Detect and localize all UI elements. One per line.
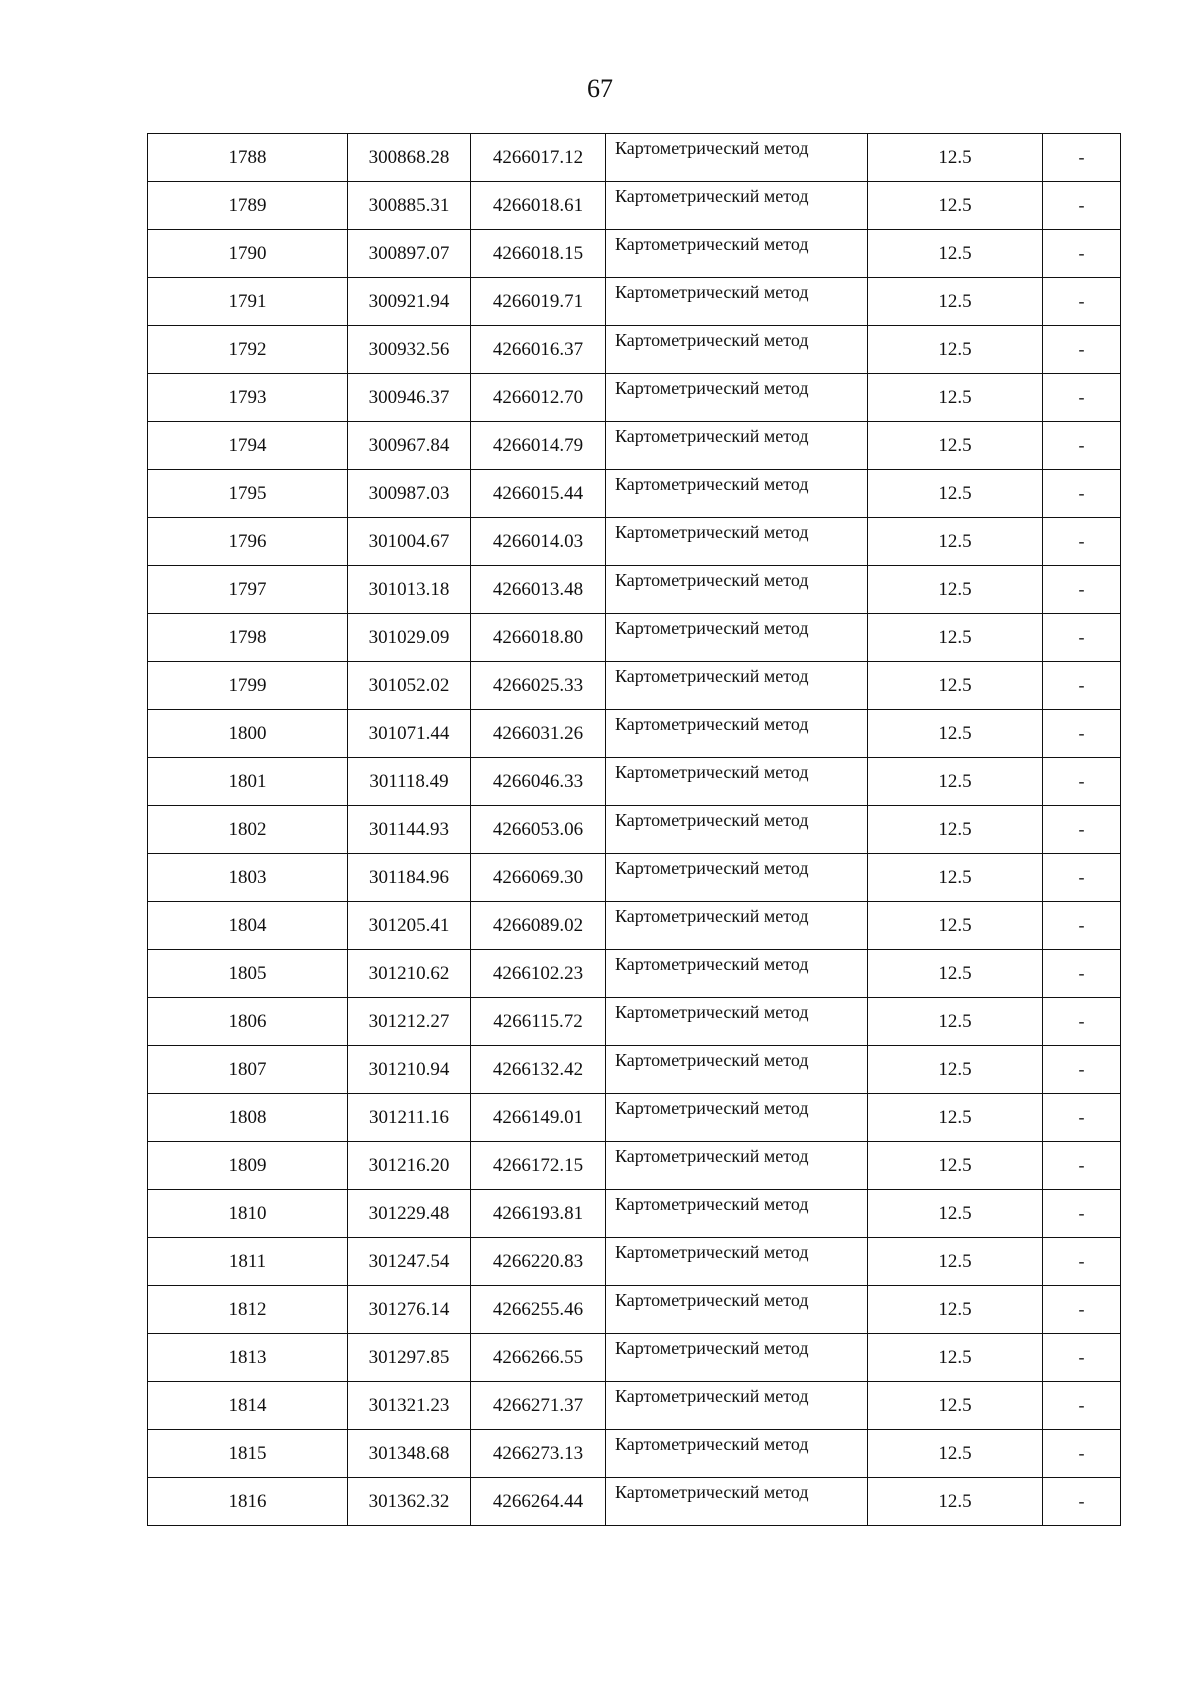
y-coordinate-cell: 4266069.30 (471, 854, 606, 902)
table-row (148, 854, 1121, 902)
x-coordinate-cell: 301118.49 (348, 758, 471, 806)
table-row (148, 134, 1121, 182)
note-cell: - (1043, 614, 1121, 662)
point-number-cell: 1805 (148, 950, 348, 998)
x-coordinate-cell: 301247.54 (348, 1238, 471, 1286)
table-row (148, 998, 1121, 1046)
accuracy-cell: 12.5 (868, 326, 1043, 374)
y-coordinate-cell: 4266255.46 (471, 1286, 606, 1334)
y-coordinate-cell: 4266266.55 (471, 1334, 606, 1382)
method-cell: Картометрический метод (606, 998, 868, 1046)
x-coordinate-cell: 300868.28 (348, 134, 471, 182)
table-row (148, 1094, 1121, 1142)
accuracy-cell: 12.5 (868, 614, 1043, 662)
table-row (148, 470, 1121, 518)
method-cell: Картометрический метод (606, 1334, 868, 1382)
table-row (148, 1478, 1121, 1526)
accuracy-cell: 12.5 (868, 230, 1043, 278)
table-row (148, 1238, 1121, 1286)
accuracy-cell: 12.5 (868, 1094, 1043, 1142)
point-number-cell: 1794 (148, 422, 348, 470)
table-row (148, 1382, 1121, 1430)
method-cell: Картометрический метод (606, 1430, 868, 1478)
method-cell: Картометрический метод (606, 902, 868, 950)
method-cell: Картометрический метод (606, 950, 868, 998)
x-coordinate-cell: 301297.85 (348, 1334, 471, 1382)
point-number-cell: 1793 (148, 374, 348, 422)
point-number-cell: 1803 (148, 854, 348, 902)
x-coordinate-cell: 300987.03 (348, 470, 471, 518)
x-coordinate-cell: 301029.09 (348, 614, 471, 662)
point-number-cell: 1816 (148, 1478, 348, 1526)
point-number-cell: 1791 (148, 278, 348, 326)
x-coordinate-cell: 301348.68 (348, 1430, 471, 1478)
point-number-cell: 1798 (148, 614, 348, 662)
accuracy-cell: 12.5 (868, 1238, 1043, 1286)
method-cell: Картометрический метод (606, 326, 868, 374)
accuracy-cell: 12.5 (868, 1286, 1043, 1334)
note-cell: - (1043, 806, 1121, 854)
x-coordinate-cell: 300967.84 (348, 422, 471, 470)
x-coordinate-cell: 301184.96 (348, 854, 471, 902)
y-coordinate-cell: 4266089.02 (471, 902, 606, 950)
note-cell: - (1043, 1238, 1121, 1286)
method-cell: Картометрический метод (606, 518, 868, 566)
note-cell: - (1043, 662, 1121, 710)
y-coordinate-cell: 4266018.15 (471, 230, 606, 278)
method-cell: Картометрический метод (606, 1190, 868, 1238)
point-number-cell: 1811 (148, 1238, 348, 1286)
page-number: 67 (587, 74, 613, 103)
point-number-cell: 1806 (148, 998, 348, 1046)
y-coordinate-cell: 4266013.48 (471, 566, 606, 614)
note-cell: - (1043, 182, 1121, 230)
table-row (148, 518, 1121, 566)
y-coordinate-cell: 4266115.72 (471, 998, 606, 1046)
x-coordinate-cell: 301276.14 (348, 1286, 471, 1334)
note-cell: - (1043, 518, 1121, 566)
point-number-cell: 1804 (148, 902, 348, 950)
coordinates-table-body (148, 134, 1121, 1526)
table-row (148, 1190, 1121, 1238)
y-coordinate-cell: 4266273.13 (471, 1430, 606, 1478)
note-cell: - (1043, 854, 1121, 902)
x-coordinate-cell: 301004.67 (348, 518, 471, 566)
table-row (148, 1334, 1121, 1382)
note-cell: - (1043, 1286, 1121, 1334)
x-coordinate-cell: 301013.18 (348, 566, 471, 614)
point-number-cell: 1807 (148, 1046, 348, 1094)
method-cell: Картометрический метод (606, 806, 868, 854)
y-coordinate-cell: 4266053.06 (471, 806, 606, 854)
table-row (148, 614, 1121, 662)
method-cell: Картометрический метод (606, 710, 868, 758)
point-number-cell: 1800 (148, 710, 348, 758)
accuracy-cell: 12.5 (868, 470, 1043, 518)
y-coordinate-cell: 4266017.12 (471, 134, 606, 182)
point-number-cell: 1809 (148, 1142, 348, 1190)
accuracy-cell: 12.5 (868, 1478, 1043, 1526)
y-coordinate-cell: 4266271.37 (471, 1382, 606, 1430)
y-coordinate-cell: 4266019.71 (471, 278, 606, 326)
point-number-cell: 1789 (148, 182, 348, 230)
method-cell: Картометрический метод (606, 374, 868, 422)
x-coordinate-cell: 301071.44 (348, 710, 471, 758)
accuracy-cell: 12.5 (868, 854, 1043, 902)
note-cell: - (1043, 1094, 1121, 1142)
y-coordinate-cell: 4266016.37 (471, 326, 606, 374)
accuracy-cell: 12.5 (868, 806, 1043, 854)
note-cell: - (1043, 566, 1121, 614)
point-number-cell: 1810 (148, 1190, 348, 1238)
y-coordinate-cell: 4266046.33 (471, 758, 606, 806)
point-number-cell: 1802 (148, 806, 348, 854)
table-row (148, 950, 1121, 998)
accuracy-cell: 12.5 (868, 182, 1043, 230)
point-number-cell: 1814 (148, 1382, 348, 1430)
method-cell: Картометрический метод (606, 854, 868, 902)
table-row (148, 1046, 1121, 1094)
coordinates-table (147, 133, 1121, 1526)
note-cell: - (1043, 230, 1121, 278)
y-coordinate-cell: 4266132.42 (471, 1046, 606, 1094)
method-cell: Картометрический метод (606, 1478, 868, 1526)
x-coordinate-cell: 301144.93 (348, 806, 471, 854)
accuracy-cell: 12.5 (868, 902, 1043, 950)
method-cell: Картометрический метод (606, 758, 868, 806)
method-cell: Картометрический метод (606, 470, 868, 518)
x-coordinate-cell: 301211.16 (348, 1094, 471, 1142)
x-coordinate-cell: 301052.02 (348, 662, 471, 710)
x-coordinate-cell: 301205.41 (348, 902, 471, 950)
table-row (148, 662, 1121, 710)
accuracy-cell: 12.5 (868, 1046, 1043, 1094)
point-number-cell: 1813 (148, 1334, 348, 1382)
method-cell: Картометрический метод (606, 1046, 868, 1094)
point-number-cell: 1797 (148, 566, 348, 614)
point-number-cell: 1795 (148, 470, 348, 518)
y-coordinate-cell: 4266193.81 (471, 1190, 606, 1238)
accuracy-cell: 12.5 (868, 662, 1043, 710)
method-cell: Картометрический метод (606, 662, 868, 710)
point-number-cell: 1790 (148, 230, 348, 278)
note-cell: - (1043, 1142, 1121, 1190)
y-coordinate-cell: 4266018.61 (471, 182, 606, 230)
note-cell: - (1043, 374, 1121, 422)
accuracy-cell: 12.5 (868, 1382, 1043, 1430)
accuracy-cell: 12.5 (868, 278, 1043, 326)
table-row (148, 1286, 1121, 1334)
accuracy-cell: 12.5 (868, 710, 1043, 758)
y-coordinate-cell: 4266264.44 (471, 1478, 606, 1526)
note-cell: - (1043, 758, 1121, 806)
accuracy-cell: 12.5 (868, 1430, 1043, 1478)
note-cell: - (1043, 326, 1121, 374)
note-cell: - (1043, 1430, 1121, 1478)
y-coordinate-cell: 4266102.23 (471, 950, 606, 998)
accuracy-cell: 12.5 (868, 518, 1043, 566)
note-cell: - (1043, 1190, 1121, 1238)
accuracy-cell: 12.5 (868, 422, 1043, 470)
method-cell: Картометрический метод (606, 566, 868, 614)
x-coordinate-cell: 301212.27 (348, 998, 471, 1046)
note-cell: - (1043, 278, 1121, 326)
point-number-cell: 1799 (148, 662, 348, 710)
point-number-cell: 1796 (148, 518, 348, 566)
note-cell: - (1043, 134, 1121, 182)
y-coordinate-cell: 4266015.44 (471, 470, 606, 518)
note-cell: - (1043, 998, 1121, 1046)
x-coordinate-cell: 300885.31 (348, 182, 471, 230)
accuracy-cell: 12.5 (868, 1190, 1043, 1238)
table-row (148, 710, 1121, 758)
method-cell: Картометрический метод (606, 134, 868, 182)
table-row (148, 182, 1121, 230)
note-cell: - (1043, 1334, 1121, 1382)
method-cell: Картометрический метод (606, 422, 868, 470)
note-cell: - (1043, 902, 1121, 950)
note-cell: - (1043, 422, 1121, 470)
accuracy-cell: 12.5 (868, 1334, 1043, 1382)
x-coordinate-cell: 301321.23 (348, 1382, 471, 1430)
y-coordinate-cell: 4266012.70 (471, 374, 606, 422)
y-coordinate-cell: 4266149.01 (471, 1094, 606, 1142)
y-coordinate-cell: 4266172.15 (471, 1142, 606, 1190)
table-row (148, 326, 1121, 374)
note-cell: - (1043, 470, 1121, 518)
table-row (148, 1430, 1121, 1478)
method-cell: Картометрический метод (606, 1142, 868, 1190)
method-cell: Картометрический метод (606, 1238, 868, 1286)
point-number-cell: 1788 (148, 134, 348, 182)
accuracy-cell: 12.5 (868, 998, 1043, 1046)
accuracy-cell: 12.5 (868, 758, 1043, 806)
y-coordinate-cell: 4266014.03 (471, 518, 606, 566)
accuracy-cell: 12.5 (868, 1142, 1043, 1190)
note-cell: - (1043, 950, 1121, 998)
point-number-cell: 1808 (148, 1094, 348, 1142)
x-coordinate-cell: 301216.20 (348, 1142, 471, 1190)
y-coordinate-cell: 4266025.33 (471, 662, 606, 710)
point-number-cell: 1812 (148, 1286, 348, 1334)
method-cell: Картометрический метод (606, 614, 868, 662)
table-row (148, 566, 1121, 614)
y-coordinate-cell: 4266220.83 (471, 1238, 606, 1286)
table-row (148, 758, 1121, 806)
x-coordinate-cell: 301362.32 (348, 1478, 471, 1526)
table-row (148, 230, 1121, 278)
x-coordinate-cell: 300932.56 (348, 326, 471, 374)
accuracy-cell: 12.5 (868, 566, 1043, 614)
table-row (148, 806, 1121, 854)
table-row (148, 1142, 1121, 1190)
x-coordinate-cell: 301210.62 (348, 950, 471, 998)
method-cell: Картометрический метод (606, 230, 868, 278)
note-cell: - (1043, 1046, 1121, 1094)
accuracy-cell: 12.5 (868, 374, 1043, 422)
method-cell: Картометрический метод (606, 1094, 868, 1142)
method-cell: Картометрический метод (606, 182, 868, 230)
point-number-cell: 1815 (148, 1430, 348, 1478)
table-row (148, 422, 1121, 470)
accuracy-cell: 12.5 (868, 950, 1043, 998)
method-cell: Картометрический метод (606, 1286, 868, 1334)
y-coordinate-cell: 4266031.26 (471, 710, 606, 758)
x-coordinate-cell: 301210.94 (348, 1046, 471, 1094)
note-cell: - (1043, 710, 1121, 758)
x-coordinate-cell: 300921.94 (348, 278, 471, 326)
y-coordinate-cell: 4266014.79 (471, 422, 606, 470)
x-coordinate-cell: 300897.07 (348, 230, 471, 278)
table-row (148, 902, 1121, 950)
y-coordinate-cell: 4266018.80 (471, 614, 606, 662)
point-number-cell: 1792 (148, 326, 348, 374)
note-cell: - (1043, 1382, 1121, 1430)
accuracy-cell: 12.5 (868, 134, 1043, 182)
note-cell: - (1043, 1478, 1121, 1526)
x-coordinate-cell: 300946.37 (348, 374, 471, 422)
table-row (148, 374, 1121, 422)
method-cell: Картометрический метод (606, 1382, 868, 1430)
x-coordinate-cell: 301229.48 (348, 1190, 471, 1238)
table-row (148, 278, 1121, 326)
method-cell: Картометрический метод (606, 278, 868, 326)
point-number-cell: 1801 (148, 758, 348, 806)
